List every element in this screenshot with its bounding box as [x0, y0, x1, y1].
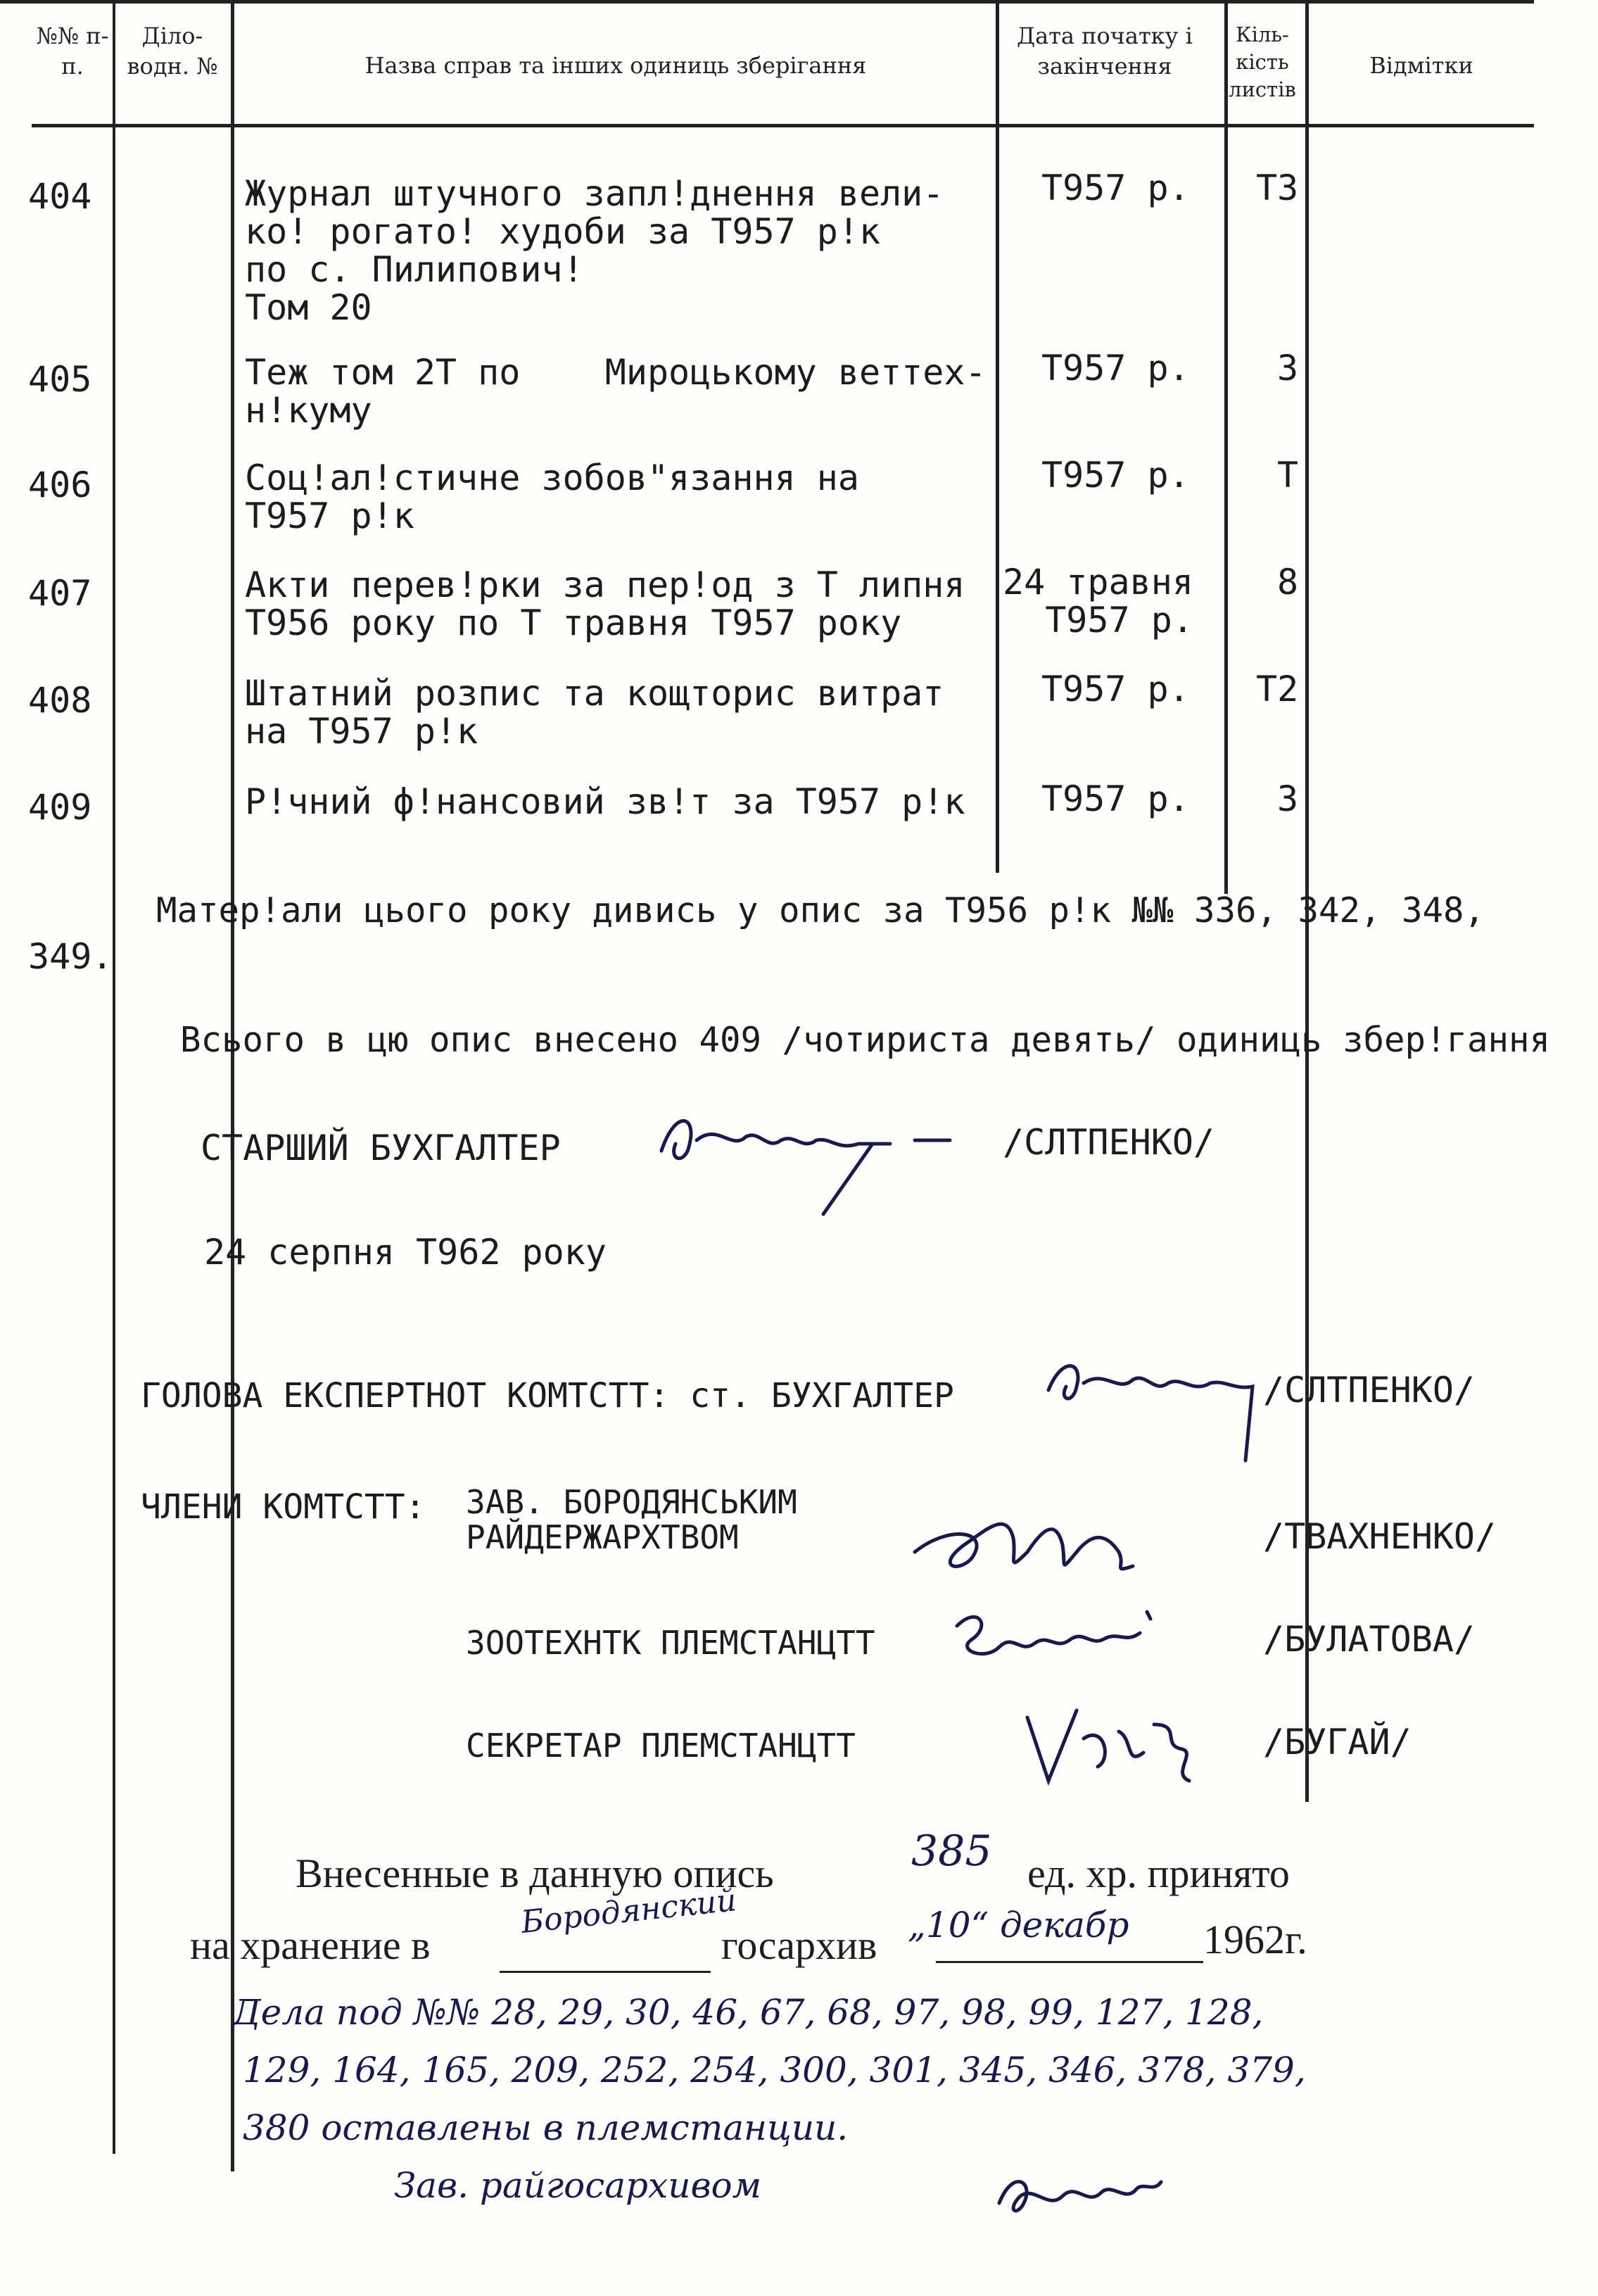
acceptance-date: „10“ декабр: [908, 1905, 1129, 1945]
date-line: 24 серпня Т962 року: [204, 1232, 607, 1273]
member-signature: [943, 1598, 1175, 1682]
acceptance-line1-a: Внесенные в данную опись: [296, 1850, 774, 1896]
handwritten-note-line: Дела под №№ 28, 29, 30, 46, 67, 68, 97, 98, 99, 127, 128,: [232, 1992, 1264, 2033]
row-date: Т957 р.: [1041, 455, 1190, 496]
row-date: Т957 р.: [1041, 669, 1190, 709]
column-rule-3: [996, 0, 999, 873]
members-label: ЧЛЕНИ КОМТСТТ:: [141, 1487, 426, 1527]
archive-underline: [500, 1971, 711, 1973]
acceptance-line2-b: госархив: [721, 1922, 877, 1968]
row-sheets: 8: [1277, 562, 1299, 603]
acceptance-line1-b: ед. хр. принято: [1027, 1850, 1290, 1896]
senior-accountant-name: /СЛТПЕНКО/: [1003, 1122, 1215, 1163]
handwritten-note-line: 129, 164, 165, 209, 252, 254, 300, 301, 345, 346, 378, 379,: [243, 2050, 1306, 2090]
handwritten-note-line: 380 оставлены в племстанции.: [243, 2107, 849, 2148]
row-number: 409: [28, 787, 92, 828]
member-signature: [1020, 1696, 1203, 1802]
row-number: 406: [28, 465, 92, 505]
member-signature: [908, 1496, 1147, 1594]
row-sheets: Т2: [1256, 669, 1299, 709]
column-rule-2: [231, 0, 234, 2171]
column-rule-4: [1224, 0, 1228, 894]
row-title: Акти перев!рки за пер!од з Т липня Т956 року по Т травня Т957 року: [245, 564, 965, 643]
acceptance-archive: Бородянский: [519, 1882, 738, 1941]
acceptance-year: 1962г.: [1203, 1917, 1307, 1962]
commission-head-title: ГОЛОВА ЕКСПЕРТНОТ КОМТСТТ: ст. БУХГАЛТЕР: [141, 1376, 954, 1415]
materials-note-continuation: 349.: [28, 936, 113, 977]
header-col-number: №№ п-п.: [36, 23, 109, 80]
member-title: ЗАВ. БОРОДЯНСЬКИМ РАЙДЕРЖАРХТВОМ: [466, 1483, 797, 1556]
header-col-notes: Відмітки: [1369, 52, 1473, 79]
row-title: Теж том 2Т по Мироцькому веттех- н!куму: [245, 352, 987, 431]
member-title: СЕКРЕТАР ПЛЕМСТАНЦТТ: [466, 1727, 856, 1765]
member-name: /БУЛАТОВА/: [1263, 1619, 1476, 1660]
row-date: 24 травня Т957 р.: [1003, 562, 1193, 641]
header-col-title: Назва справ та інших одиниць зберігання: [364, 52, 867, 79]
row-number: 405: [28, 359, 92, 400]
date-underline: [936, 1961, 1203, 1963]
header-col-sheets: Кіль-кість листів: [1229, 23, 1296, 102]
column-rule-1: [113, 0, 115, 2154]
commission-head-signature: [1041, 1348, 1267, 1475]
row-date: Т957 р.: [1041, 778, 1190, 819]
row-number: 404: [28, 176, 92, 217]
row-sheets: 3: [1277, 348, 1299, 389]
member-name: /ТВАХНЕНКО/: [1263, 1516, 1497, 1557]
archive-head-signature: [985, 2154, 1168, 2231]
materials-note: Матер!али цього року дивись у опис за Т956 р!к №№ 336, 342, 348,: [156, 890, 1485, 931]
handwritten-note-line: Зав. райгосархивом: [394, 2165, 762, 2206]
row-sheets: Т: [1277, 455, 1299, 496]
row-title: Журнал штучного запл!днення вели- ко! рогато! худоби за Т957 р!к по с. Пилипович! Том 20: [245, 173, 944, 328]
row-sheets: Т3: [1256, 168, 1299, 208]
acceptance-count: 385: [911, 1827, 992, 1876]
row-date: Т957 р.: [1041, 168, 1190, 208]
member-name: /БУГАЙ/: [1263, 1722, 1412, 1762]
senior-accountant-title: СТАРШИЙ БУХГАЛТЕР: [201, 1128, 561, 1168]
row-number: 407: [28, 573, 92, 614]
total-line: Всього в цю опис внесено 409 /чотириста девять/ одиниць збер!гання: [180, 1020, 1551, 1060]
row-title: Штатний розпис та кощторис витрат на Т957 р!к: [245, 673, 944, 752]
row-date: Т957 р.: [1041, 348, 1190, 389]
top-rule: [0, 0, 1534, 4]
header-col-dates: Дата початку і закінчення: [1017, 23, 1193, 80]
commission-head-name: /СЛТПЕНКО/: [1263, 1370, 1476, 1411]
acceptance-line2-a: на хранение в: [190, 1922, 431, 1968]
header-col-office-number: Діло-водн. №: [127, 23, 218, 80]
row-title: Соц!ал!стичне зобов"язання на Т957 р!к: [245, 458, 859, 536]
member-title: ЗООТЕХНТК ПЛЕМСТАНЦТТ: [466, 1624, 875, 1662]
row-title: Р!чний ф!нансовий зв!т за Т957 р!к: [245, 781, 965, 822]
row-sheets: 3: [1277, 778, 1299, 819]
senior-accountant-signature: [647, 1102, 957, 1242]
row-number: 408: [28, 680, 92, 721]
